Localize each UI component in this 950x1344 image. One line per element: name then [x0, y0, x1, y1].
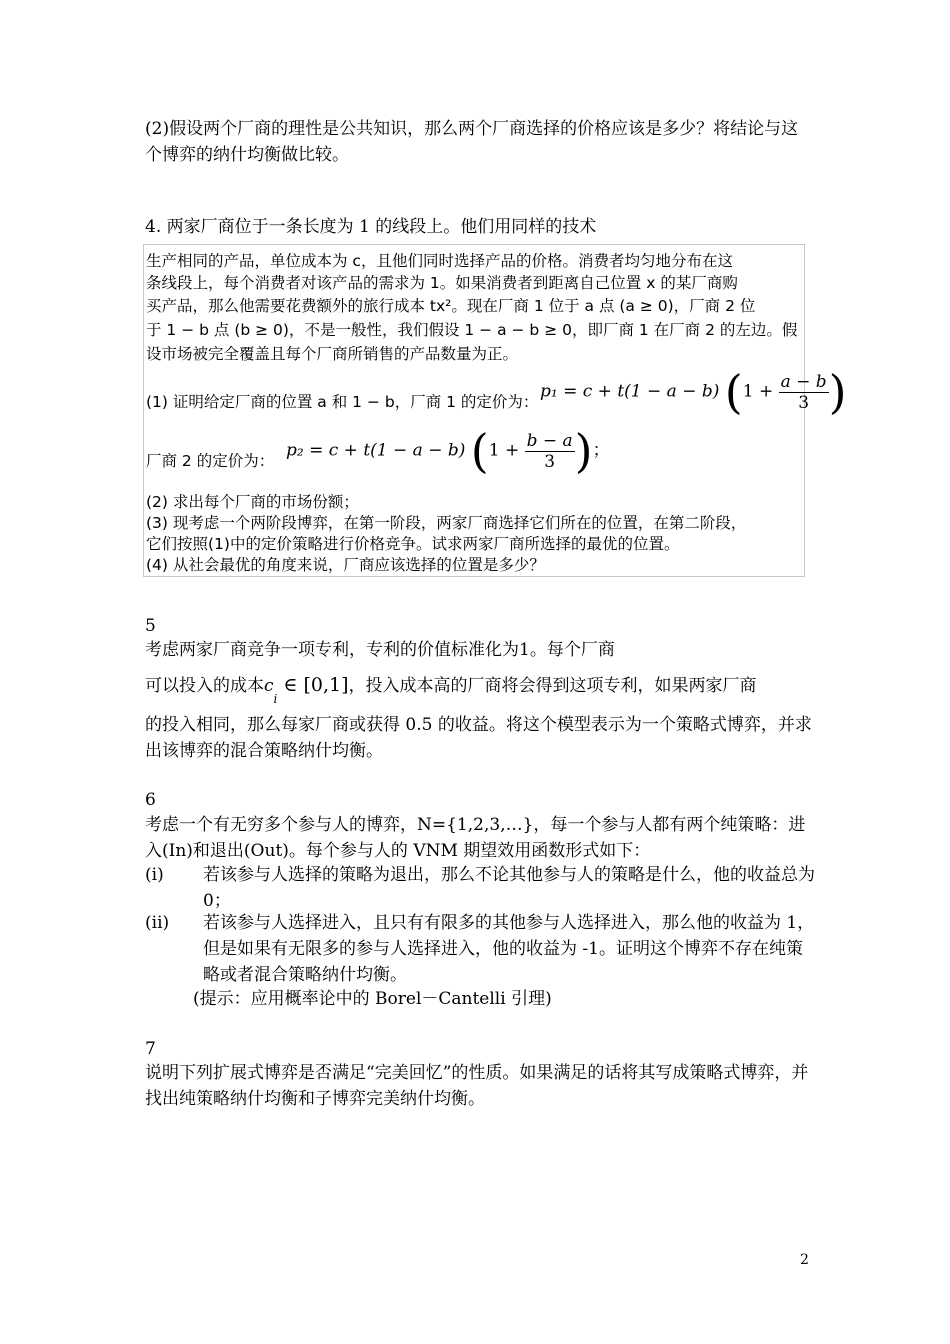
p2-one-plus: 1 + — [488, 440, 520, 461]
p2-formula: p₂ = c + t(1 − a − b) (1 + $\frac{b - a}{3}$ )； — [286, 424, 610, 478]
q4-line-5: 设市场被完全覆盖且每个厂商所销售的产品数量为正。 — [146, 345, 519, 363]
p1-formula — [540, 365, 847, 419]
q6-number: 6 — [145, 790, 156, 810]
q6-item-1-text: 若该参与人选择的策略为退出，那么不论其他参与人的策略是什么，他的收益总为 0； — [203, 865, 815, 911]
q4-heading: 4. 两家厂商位于一条长度为 1 的线段上。他们用同样的技术 — [145, 217, 597, 237]
q4-part1-text: (1) 证明给定厂商的位置 a 和 1 − b，厂商 1 的定价为： — [146, 393, 539, 411]
q3-part2-text: (2)假设两个厂商的理性是公共知识，那么两个厂商选择的价格应该是多少？将结论与这个博弈的纳什均衡做比较。 — [145, 119, 799, 165]
q4-line-3: 买产品，那么他需要花费额外的旅行成本 tx²。现在厂商 1 位于 a 点 (a ≥ 0)，厂商 2 位 — [146, 297, 756, 315]
p1-open-paren: ( — [724, 365, 743, 419]
p2-open-paren: ( — [470, 424, 489, 478]
p1-fraction — [779, 372, 829, 413]
q6-hint: (提示：应用概率论中的 Borel－Cantelli 引理) — [193, 989, 552, 1009]
q5-cost-set: ∈ [0,1] — [277, 674, 349, 696]
p1-frac-num: a − b — [780, 371, 827, 392]
q5-line3: 的投入相同，那么每家厂商或获得 0.5 的收益。将这个模型表示为一个策略式博弈，并求出该博弈的混合策略纳什均衡。 — [145, 715, 812, 761]
q4-part2: (2) 求出每个厂商的市场份额； — [146, 493, 359, 511]
q4-p2-text: 厂商 2 的定价为： — [146, 452, 275, 470]
q5-cost-var: c — [264, 676, 274, 696]
q5-line2 — [145, 672, 815, 706]
q4-part4: (4) 从社会最优的角度来说，厂商应该选择的位置是多少？ — [146, 556, 545, 574]
q6-item-1-label: (i) — [145, 865, 164, 885]
q7-number: 7 — [145, 1039, 156, 1059]
q4-scanned-block — [143, 244, 847, 577]
q4-line-1: 生产相同的产品，单位成本为 c，且他们同时选择产品的价格。消费者均匀地分布在这 — [146, 252, 733, 270]
q5-cost-sub: i — [273, 692, 278, 706]
q5-line2-post: ，投入成本高的厂商将会得到这项专利，如果两家厂商 — [348, 676, 757, 696]
p2-close-paren: ) — [574, 424, 593, 478]
q4-part3-line2: 它们按照(1)中的定价策略进行价格竞争。试求两家厂商所选择的最优的位置。 — [146, 535, 680, 553]
q6-intro: 考虑一个有无穷多个参与人的博弈，N={1,2,3,…}，每一个参与人都有两个纯策略：进入(In)和退出(Out)。每个参与人的 VNM 期望效用函数形式如下： — [145, 815, 806, 861]
q6-item-2 — [145, 910, 815, 988]
q5-number: 5 — [145, 616, 156, 636]
p2-lhs: p₂ = c + t(1 − a − b) — [286, 440, 466, 461]
q5-line2-pre: 可以投入的成本 — [145, 676, 264, 696]
q4-line-4: 于 1 − b 点 (b ≥ 0)，不是一般性，我们假设 1 − a − b ≥ 0，即厂商 1 在厂商 2 的左边。假 — [146, 321, 798, 339]
q7-text: 说明下列扩展式博弈是否满足“完美回忆”的性质。如果满足的话将其写成策略式博弈，并找出纯策略纳什均衡和子博弈完美纳什均衡。 — [145, 1063, 809, 1109]
q6-item-2-label: (ii) — [145, 913, 170, 933]
p2-fraction — [525, 431, 575, 472]
page-number: 2 — [800, 1252, 809, 1268]
p1-close-paren: ) — [828, 365, 847, 419]
p1-lhs: p₁ = c + t(1 − a − b) — [540, 381, 720, 402]
q5-line1: 考虑两家厂商竞争一项专利，专利的价值标准化为1。每个厂商 — [145, 640, 615, 660]
p2-frac-num: b − a — [526, 430, 573, 451]
p1-one-plus: 1 + — [742, 381, 774, 402]
p1-frac-den: 3 — [798, 392, 810, 413]
q6-item-2-text: 若该参与人选择进入，且只有有限多的其他参与人选择进入，那么他的收益为 1，但是如果有无限多的参与人选择进入，他的收益为 -1。证明这个博弈不存在纯策略或者混合策略纳什均衡。 — [203, 913, 815, 985]
q4-part3-line1: (3) 现考虑一个两阶段博弈，在第一阶段，两家厂商选择它们所在的位置，在第二阶段， — [146, 514, 747, 532]
q4-line-2: 条线段上，每个消费者对该产品的需求为 1。如果消费者到距离自己位置 x 的某厂商购 — [146, 274, 738, 292]
p2-frac-den: 3 — [544, 451, 556, 472]
q6-item-1 — [145, 862, 815, 914]
